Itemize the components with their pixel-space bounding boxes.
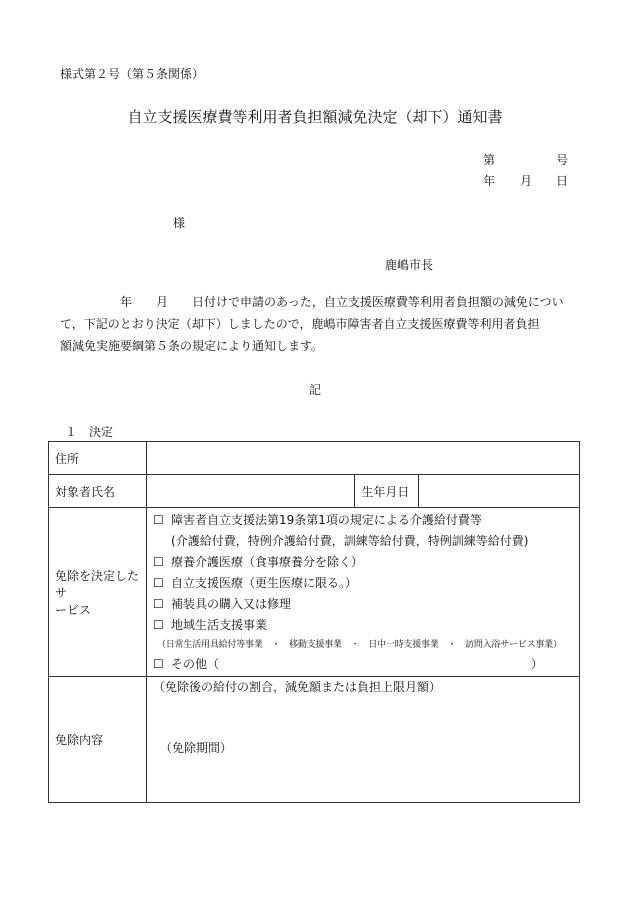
birth-label: 生年月日 bbox=[355, 475, 418, 508]
notice-body-line: 額減免実施要綱第５条の規定により通知します。 bbox=[60, 339, 324, 353]
address-field[interactable] bbox=[147, 442, 580, 475]
service-subnote: (介護給付費，特例介護給付費，訓練等給付費，特例訓練等給付費) bbox=[171, 533, 529, 548]
name-row bbox=[49, 475, 580, 508]
checkbox-icon[interactable]: ☐ bbox=[153, 512, 164, 527]
notice-body bbox=[60, 291, 580, 357]
service-label-line: 免除を決定したサ bbox=[55, 568, 140, 600]
number-prefix: 第 bbox=[483, 153, 496, 167]
service-row bbox=[49, 508, 580, 677]
notice-body-line: 年 月 日付けで申請のあった，自立支援医療費等利用者負担額の減免につい bbox=[60, 295, 564, 309]
service-item[interactable]: ☐ 地域生活支援事業 bbox=[153, 615, 573, 636]
form-number: 様式第２号（第５条関係） bbox=[60, 67, 205, 81]
date-year-label: 年 bbox=[483, 174, 496, 188]
service-list bbox=[147, 508, 580, 677]
service-item[interactable]: ☐ 補装具の購入又は修理 bbox=[153, 594, 573, 615]
section-title: １ 決定 bbox=[65, 425, 114, 439]
notice-body-line: て，下記のとおり決定（却下）しましたので，鹿嶋市障害者自立支援医療費等利用者負担 bbox=[60, 317, 540, 331]
decision-table bbox=[48, 441, 580, 803]
name-label: 対象者氏名 bbox=[49, 475, 147, 508]
ki-heading: 記 bbox=[308, 383, 321, 397]
service-label-line: ービス bbox=[55, 602, 92, 617]
service-item[interactable]: ☐ 自立支援医療（更生医療に限る。） bbox=[153, 573, 573, 594]
exemption-period-note: （免除期間） bbox=[160, 741, 233, 755]
number-suffix: 号 bbox=[556, 153, 569, 167]
checkbox-icon[interactable]: ☐ bbox=[153, 575, 164, 590]
exemption-note: （免除後の給付の割合，減免額または負担上限月額） bbox=[153, 680, 442, 694]
checkbox-icon[interactable]: ☐ bbox=[153, 617, 164, 632]
service-label bbox=[49, 508, 147, 677]
exemption-field[interactable] bbox=[147, 677, 580, 803]
document-title: 自立支援医療費等利用者負担額減免決定（却下）通知書 bbox=[127, 108, 503, 126]
checkbox-icon[interactable]: ☐ bbox=[153, 596, 164, 611]
service-item[interactable]: ☐ 療養介護医療（食事療養分を除く） bbox=[153, 552, 573, 573]
service-subnote: （日常生活用具給付等事業 ・ 移動支援事業 ・ 日中一時支援事業 ・ 訪問入浴サービス事業） bbox=[157, 639, 562, 650]
exemption-row bbox=[49, 677, 580, 803]
address-row bbox=[49, 442, 580, 475]
date-month-label: 月 bbox=[520, 174, 533, 188]
checkbox-icon[interactable]: ☐ bbox=[153, 554, 164, 569]
name-field[interactable] bbox=[147, 475, 355, 508]
date-day-label: 日 bbox=[556, 174, 569, 188]
birth-field[interactable] bbox=[418, 475, 579, 508]
addressee-honorific: 様 bbox=[173, 216, 186, 230]
service-item[interactable]: ☐ 障害者自立支援法第19条第1項の規定による介護給付費等 bbox=[153, 510, 573, 531]
checkbox-icon[interactable]: ☐ bbox=[153, 656, 164, 671]
address-label: 住所 bbox=[49, 442, 147, 475]
exemption-label: 免除内容 bbox=[49, 677, 147, 803]
service-item-other[interactable]: ☐ その他（ ） bbox=[153, 654, 573, 675]
sender-name: 鹿嶋市長 bbox=[385, 258, 434, 272]
other-close-paren: ） bbox=[530, 656, 543, 671]
